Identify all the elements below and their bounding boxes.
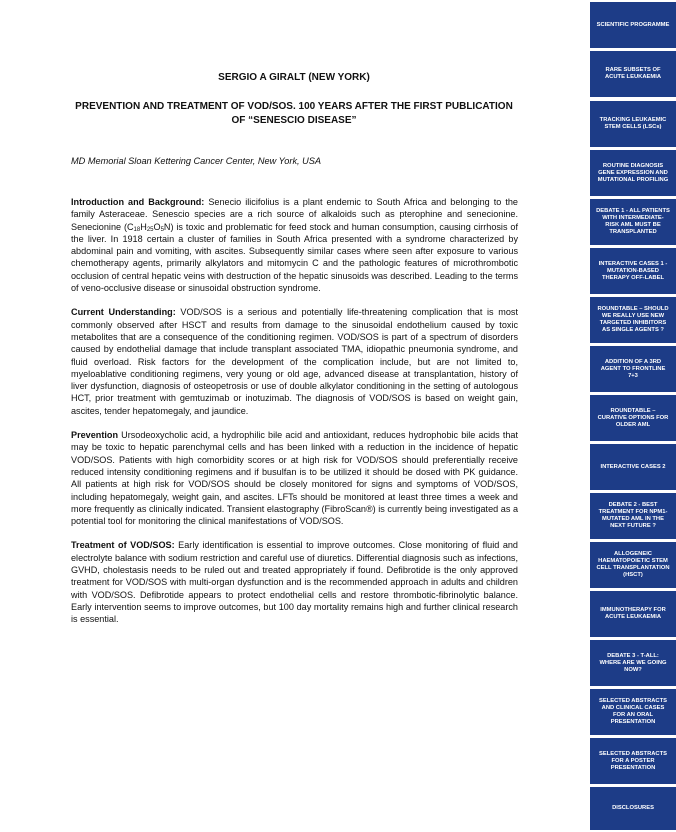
nav-scientific-programme[interactable]: SCIENTIFIC PROGRAMME <box>590 2 676 48</box>
author-heading: SERGIO A GIRALT (NEW YORK) <box>218 72 370 83</box>
prevention-heading: Prevention <box>71 430 118 441</box>
nav-routine-diagnosis[interactable]: ROUTINE DIAGNOSIS GENE EXPRESSION AND MUTATIONAL PROFILING <box>590 150 676 196</box>
nav-interactive-cases-1[interactable]: INTERACTIVE CASES 1 - MUTATION-BASED THERAPY OFF-LABEL <box>590 248 676 294</box>
intro-text-b: H <box>140 221 147 232</box>
treatment-paragraph <box>71 539 518 625</box>
nav-poster-abstracts[interactable]: SELECTED ABSTRACTS FOR A POSTER PRESENTATION <box>590 738 676 784</box>
nav-tracking-lsc[interactable]: TRACKING LEUKAEMIC STEM CELLS (LSCs) <box>590 101 676 147</box>
prevention-paragraph <box>71 429 518 527</box>
treatment-text: Early identification is essential to improve outcomes. Close monitoring of fluid and electrolyte balance with sodium restriction and careful use of diuretics. Differential diagnosis such as infections, GVHD, cholestasis needs to be ruled out and treated appropriately if found. Defibrotide is the only approved treatment for VOD/SOS with multi-organ dysfunction and is the recommended approach in adults and children with VOD/SOS. Defibrotide appears to protect endothelial cells and restore thrombotic-fibrinolytic balance. Early intervention seems to improve outcomes, but 100 day mortality remains high and further clinical research is essential. <box>71 540 518 625</box>
nav-debate-1[interactable]: DEBATE 1 - ALL PATIENTS WITH INTERMEDIATE-RISK AML MUST BE TRANSPLANTED <box>590 199 676 245</box>
intro-sub-2: 25 <box>146 226 154 233</box>
prevention-text: Ursodeoxycholic acid, a hydrophilic bile acid and antioxidant, reduces hydrophobic bile acids that may be toxic to hepatic parenchymal cells and has been linked with a reduction in the incidence of hepatic VOD/SOS. Patients with high comorbidity scores or at high risk for VOD/SOS should preferentially receive reduced intensity conditioning regimens and if busulfan is to be utilized it should be dosed with PK guidance. All patients at high risk for VOD/SOS should be closely monitored for signs and symptoms of VOD/SOS, including hepatomegaly, weight gain, and ascites. LFTs should be monitored at least three times a week and more frequently as clinically indicated. Transient elastography (FibroScan®) is currently being investigated as a potential tool for monitoring the clinical manifestations of VOD/SOS. <box>71 430 518 527</box>
current-text: VOD/SOS is a serious and potentially life-threatening complication that is most commonly observed after HSCT and results from damage to the sinusoidal endothelium caused by toxic metabolites that are a consequence of the conditioning regimen. VOD/SOS is part of a spectrum of disorders caused by endothelial damage that include transplant associated TMA, idiopathic pneumonia syndrome, and fluid overload. Risk factors for the development of the complication include, but are not limited to, myeloablative conditioning regimens, very young or old age, advanced disease at transplantation, history of liver dysfunction, diagnosis of osteopetrosis or use of double alkylator conditioning in the setting of autologous HCT, prior treatment with gemtuzimab or inotuzimab. The diagnosis of VOD/SOS is based on weight gain, ascites, tender hepatomegaly, and jaundice. <box>71 307 518 416</box>
abstract-body <box>71 196 518 638</box>
nav-rare-subsets[interactable]: RARE SUBSETS OF ACUTE LEUKAEMIA <box>590 51 676 97</box>
nav-third-agent[interactable]: ADDITION OF A 3RD AGENT TO FRONTLINE 7+3 <box>590 346 676 392</box>
nav-debate-2[interactable]: DEBATE 2 - BEST TREATMENT FOR NPM1-MUTATED AML IN THE NEXT FUTURE ? <box>590 493 676 539</box>
intro-text-c: O <box>153 221 161 232</box>
nav-oral-abstracts[interactable]: SELECTED ABSTRACTS AND CLINICAL CASES FOR AN ORAL PRESENTATION <box>590 689 676 735</box>
treatment-heading: Treatment of VOD/SOS: <box>71 540 175 551</box>
intro-sub-3: 5 <box>160 226 164 233</box>
current-paragraph <box>71 306 518 417</box>
programme-sidebar <box>590 0 676 832</box>
current-heading: Current Understanding: <box>71 307 176 318</box>
intro-text-d: N) is toxic and problematic for feed stock and human consumption, causing cirrhosis of the liver. In 1918 certain a cluster of families in South Africa presented with a syndrome characterized by abdominal pain and vomiting, with ascites. Subsequently similar cases where seen after exposure to various chemotherapy agents, primarily alkylators and mitomycin C and the pathologic features of microthrombotic occlusion of central hepatic veins with destruction of the hepatic sinusoids was described. Leading to the terms of veno-occlusive disease or sinusoidal obstruction syndrome. <box>71 221 518 294</box>
intro-text-a: Senecio ilicifolius is a plant endemic to South Africa and belonging to the family Asteraceae. Senescio species are a rich source of alkaloids such as pterophine and senecionine. Senecionine (C <box>71 197 518 232</box>
intro-sub-1: 18 <box>133 226 141 233</box>
nav-roundtable-older-aml[interactable]: ROUNDTABLE – CURATIVE OPTIONS FOR OLDER AML <box>590 395 676 441</box>
nav-disclosures[interactable]: DISCLOSURES <box>590 787 676 830</box>
intro-heading: Introduction and Background: <box>71 197 205 207</box>
nav-debate-3[interactable]: DEBATE 3 - T-ALL: WHERE ARE WE GOING NOW? <box>590 640 676 686</box>
nav-roundtable-inhibitors[interactable]: ROUNDTABLE – SHOULD WE REALLY USE NEW TARGETED INHIBITORS AS SINGLE AGENTS ? <box>590 297 676 343</box>
nav-allogeneic-hsct[interactable]: ALLOGENEIC HAEMATOPOIETIC STEM CELL TRANSPLANTATION (HSCT) <box>590 542 676 588</box>
abstract-title: PREVENTION AND TREATMENT OF VOD/SOS. 100 YEARS AFTER THE FIRST PUBLICATION OF “SENESCIO DISEASE” <box>75 101 513 126</box>
intro-paragraph <box>71 196 518 294</box>
nav-immunotherapy[interactable]: IMMUNOTHERAPY FOR ACUTE LEUKAEMIA <box>590 591 676 637</box>
affiliation: MD Memorial Sloan Kettering Cancer Center, New York, USA <box>71 156 322 166</box>
nav-interactive-cases-2[interactable]: INTERACTIVE CASES 2 <box>590 444 676 490</box>
